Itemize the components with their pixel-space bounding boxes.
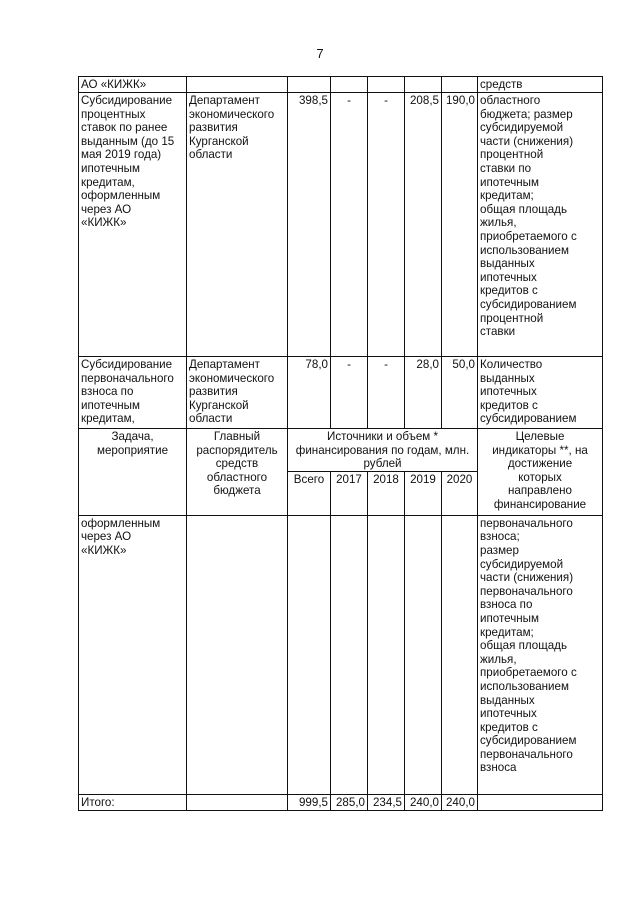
total-cell xyxy=(288,77,331,93)
table-row xyxy=(79,515,603,794)
y2019-cell: 208,5 xyxy=(405,93,442,357)
page-number: 7 xyxy=(316,46,324,61)
task-cell: Субсидирование первоначального взноса по ипотечным кредитам, xyxy=(79,357,187,429)
y2020-cell xyxy=(442,515,478,794)
header-2019: 2019 xyxy=(405,471,442,515)
manager-cell xyxy=(187,515,288,794)
manager-cell: Департамент экономического развития Курганской области xyxy=(187,357,288,429)
table-row-continuation xyxy=(79,77,603,93)
header-2017: 2017 xyxy=(331,471,368,515)
y2019-cell xyxy=(405,77,442,93)
indicator-cell: первоначального взноса; размер субсидируемой части (снижения) первоначального взноса по ипотечным кредитам; общая площадь жилья, приобретаемого с использованием выданных ипотечных кредитов с субсидированием первоначального взноса xyxy=(478,515,603,794)
task-cell: Субсидирование процентных ставок по ранее выданным (до 15 мая 2019 года) ипотечным кредитам, оформленным через АО «КИЖК» xyxy=(79,93,187,357)
manager-cell xyxy=(187,794,288,810)
total-cell: 999,5 xyxy=(288,794,331,810)
y2020-cell: 50,0 xyxy=(442,357,478,429)
indicator-cell: областного бюджета; размер субсидируемой части (снижения) процентной ставки по ипотечным кредитам; общая площадь жилья, приобретаемого с использованием выданных ипотечных кредитов с субсидированием процентной ставки xyxy=(478,93,603,357)
header-2018: 2018 xyxy=(368,471,405,515)
table-row xyxy=(79,93,603,357)
y2017-cell: - xyxy=(331,93,368,357)
table-total-row xyxy=(79,794,603,810)
total-cell: 398,5 xyxy=(288,93,331,357)
y2018-cell: 234,5 xyxy=(368,794,405,810)
header-sources: Источники и объем * финансирования по годам, млн. рублей xyxy=(288,429,478,472)
y2018-cell: - xyxy=(368,93,405,357)
indicator-cell: средств xyxy=(478,77,603,93)
header-indicator: Целевые индикаторы **, на достижение которых направлено финансирование xyxy=(478,429,603,516)
y2018-cell xyxy=(368,515,405,794)
y2019-cell xyxy=(405,515,442,794)
indicator-cell: Количество выданных ипотечных кредитов с субсидированием xyxy=(478,357,603,429)
y2017-cell: - xyxy=(331,357,368,429)
total-cell xyxy=(288,515,331,794)
manager-cell: Департамент экономического развития Курганской области xyxy=(187,93,288,357)
table-row xyxy=(79,357,603,429)
table-header-row xyxy=(79,429,603,472)
task-cell: оформленным через АО «КИЖК» xyxy=(79,515,187,794)
y2017-cell: 285,0 xyxy=(331,794,368,810)
indicator-cell xyxy=(478,794,603,810)
y2020-cell xyxy=(442,77,478,93)
header-manager: Главный распорядитель средств областного бюджета xyxy=(187,429,288,516)
financing-table xyxy=(78,76,603,811)
y2020-cell: 190,0 xyxy=(442,93,478,357)
total-label: Итого: xyxy=(79,794,187,810)
task-cell: АО «КИЖК» xyxy=(79,77,187,93)
y2017-cell xyxy=(331,77,368,93)
y2019-cell: 240,0 xyxy=(405,794,442,810)
y2019-cell: 28,0 xyxy=(405,357,442,429)
header-total: Всего xyxy=(288,471,331,515)
header-2020: 2020 xyxy=(442,471,478,515)
total-cell: 78,0 xyxy=(288,357,331,429)
y2018-cell xyxy=(368,77,405,93)
y2017-cell xyxy=(331,515,368,794)
manager-cell xyxy=(187,77,288,93)
y2018-cell: - xyxy=(368,357,405,429)
header-task: Задача, мероприятие xyxy=(79,429,187,516)
y2020-cell: 240,0 xyxy=(442,794,478,810)
